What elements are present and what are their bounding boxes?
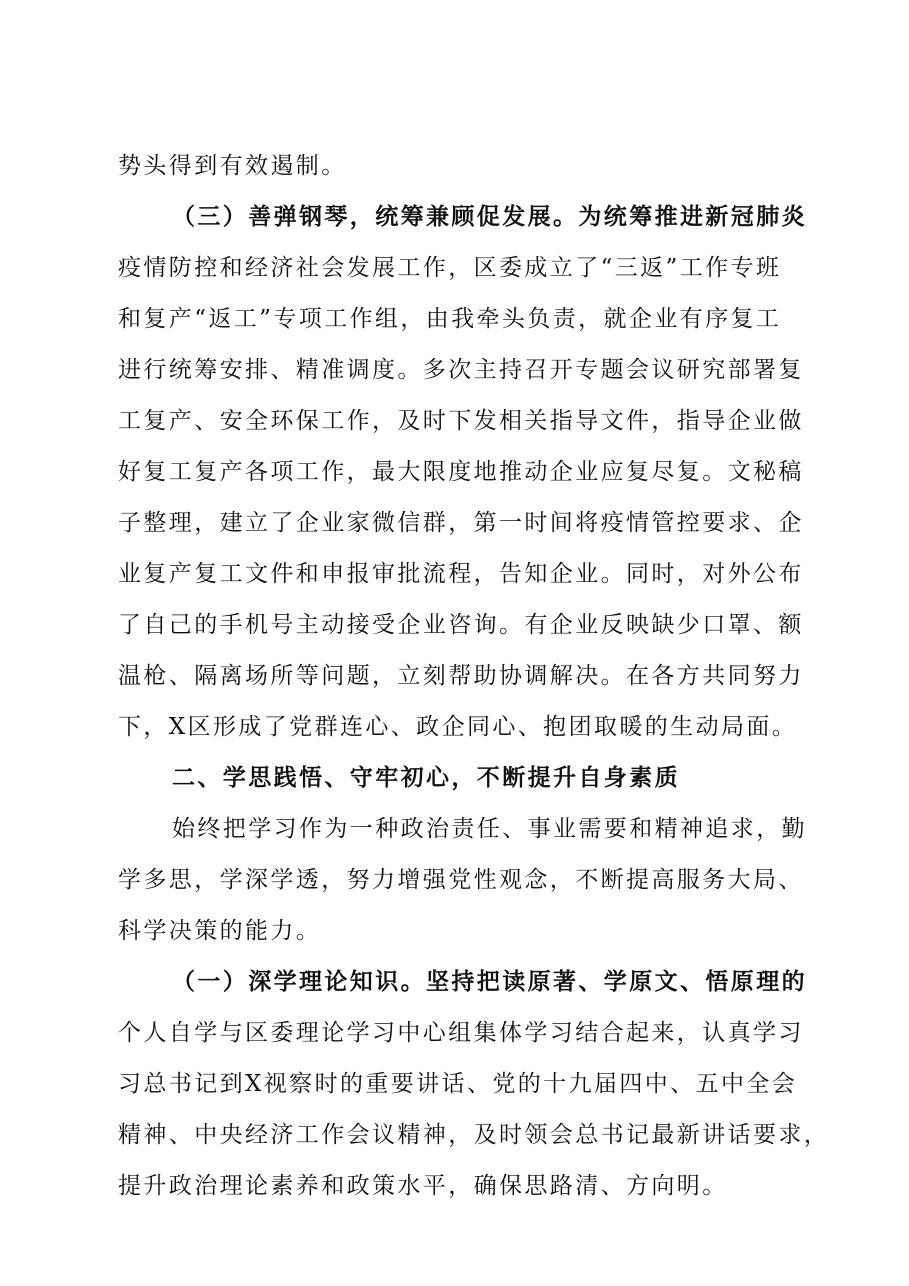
text-line: 下，X区形成了党群连心、政企同心、抱团取暖的生动局面。 — [118, 714, 798, 740]
text-line: 温枪、隔离场所等问题，立刻帮助协调解决。在各方共同努力 — [118, 663, 804, 689]
section-heading: 二、学思践悟、守牢初心，不断提升自身素质 — [172, 764, 680, 791]
text-line: 好复工复产各项工作，最大限度地推动企业应复尽复。文秘稿 — [118, 459, 804, 485]
text-line: 工复产、安全环保工作，及时下发相关指导文件，指导企业做 — [118, 408, 804, 434]
subheading-line: （三）善弹钢琴，统筹兼顾促发展。为统筹推进新冠肺炎 — [172, 203, 807, 230]
text-line: 子整理，建立了企业家微信群，第一时间将疫情管控要求、企 — [118, 510, 804, 536]
text-line: 学多思，学深学透，努力增强党性观念，不断提高服务大局、 — [118, 867, 804, 893]
text-line: 提升政治理论素养和政策水平，确保思路清、方向明。 — [118, 1173, 728, 1199]
text-line: 了自己的手机号主动接受企业咨询。有企业反映缺少口罩、额 — [118, 612, 804, 638]
text-line: 个人自学与区委理论学习中心组集体学习结合起来，认真学习 — [118, 1020, 804, 1046]
text-line: 业复产复工文件和申报审批流程，告知企业。同时，对外公布 — [118, 561, 804, 587]
subheading-line: （一）深学理论知识。坚持把读原著、学原文、悟原理的 — [172, 968, 807, 995]
text-line: 始终把学习作为一种政治责任、事业需要和精神追求，勤 — [172, 816, 807, 842]
text-line: 精神、中央经济工作会议精神，及时领会总书记最新讲话要求， — [118, 1122, 830, 1148]
text-line: 疫情防控和经济社会发展工作，区委成立了“三返”工作专班 — [118, 255, 782, 281]
text-line: 科学决策的能力。 — [118, 918, 322, 944]
text-line: 习总书记到X视察时的重要讲话、党的十九届四中、五中全会 — [118, 1071, 798, 1097]
text-line: 和复产“返工”专项工作组，由我牵头负责，就企业有序复工 — [118, 306, 782, 332]
text-line: 进行统筹安排、精准调度。多次主持召开专题会议研究部署复 — [118, 357, 804, 383]
text-line: 势头得到有效遏制。 — [118, 153, 347, 179]
